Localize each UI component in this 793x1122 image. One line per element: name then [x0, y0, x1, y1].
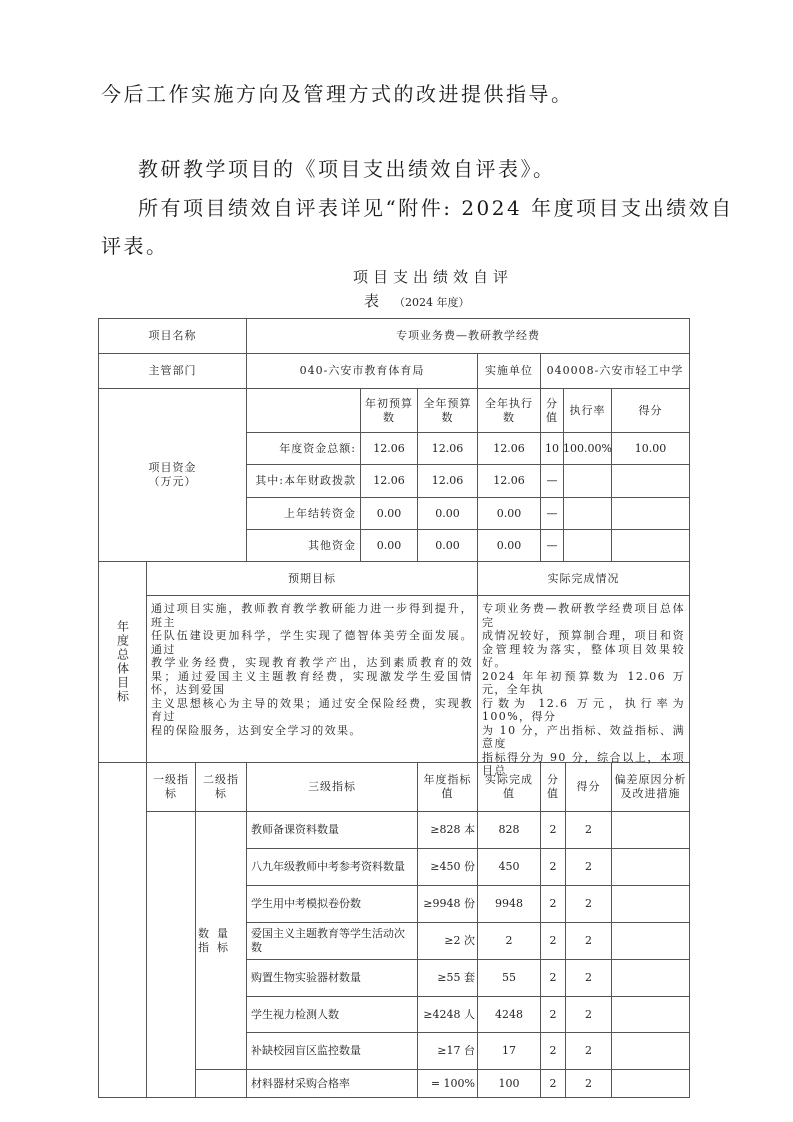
funds-row-3-score [612, 530, 690, 562]
indicator-row-1-actual: 450 [478, 849, 541, 886]
funds-row-2-annual: 0.00 [418, 498, 478, 530]
indicator-row-7-score: 2 [566, 1070, 612, 1098]
funds-header-score: 得分 [612, 389, 690, 433]
indicator-row-2-name: 学生用中考模拟卷份数 [247, 886, 418, 923]
funds-row-0-weight: 10 [541, 433, 564, 465]
funds-row-2-initial: 0.00 [361, 498, 418, 530]
indicator-row-1-weight: 2 [541, 849, 566, 886]
funds-row-0-rate: 100.00% [564, 433, 612, 465]
indicator-row-7-weight: 2 [541, 1070, 566, 1098]
indicator-row-5-target: ≥4248 人 [418, 997, 478, 1033]
indicator-row-0-target: ≥828 本 [418, 812, 478, 849]
actual-result-header: 实际完成情况 [478, 562, 690, 596]
indicator-header-level1: 一级指标 [147, 763, 196, 812]
paragraph-line-2: 教研教学项目的《项目支出绩效自评表》。 [138, 157, 556, 181]
funds-row-3-initial: 0.00 [361, 530, 418, 562]
indicator-outer-blank [99, 763, 147, 1098]
indicator-row-6-note [612, 1033, 690, 1070]
funds-row-2-label: 上年结转资金 [247, 498, 361, 530]
indicator-header-target: 年度指标值 [418, 763, 478, 812]
indicator-row-6-score: 2 [566, 1033, 612, 1070]
indicator-level1-blank [147, 812, 196, 1098]
funds-header-rate: 执行率 [564, 389, 612, 433]
indicator-row-7-name: 材料器材采购合格率 [247, 1070, 418, 1098]
funds-header-initial: 年初预算数 [361, 389, 418, 433]
funds-header-executed: 全年执行数 [478, 389, 541, 433]
indicator-header-weight: 分值 [541, 763, 566, 812]
indicator-row-0-weight: 2 [541, 812, 566, 849]
funds-row-0-label: 年度资金总额: [247, 433, 361, 465]
goals-label: 年度总体目标 [99, 562, 147, 763]
funds-row-0-executed: 12.06 [478, 433, 541, 465]
indicator-row-2-score: 2 [566, 886, 612, 923]
indicator-row-3-name: 爱国主义主题教育等学生活动次数 [247, 923, 418, 960]
project-name-label: 项目名称 [99, 319, 247, 354]
indicator-header-level2: 二级指标 [196, 763, 247, 812]
table-year: （2024 年度） [394, 296, 470, 309]
indicator-row-5-score: 2 [566, 997, 612, 1033]
indicator-row-2-target: ≥9948 份 [418, 886, 478, 923]
funds-row-1-executed: 12.06 [478, 465, 541, 498]
indicator-header-note: 偏差原因分析及改进措施 [612, 763, 690, 812]
funds-row-3-annual: 0.00 [418, 530, 478, 562]
indicator-row-5-weight: 2 [541, 997, 566, 1033]
indicator-row-3-target: ≥2 次 [418, 923, 478, 960]
funds-row-0-initial: 12.06 [361, 433, 418, 465]
indicator-row-5-name: 学生视力检测人数 [247, 997, 418, 1033]
expected-goal-text: 通过项目实施，教师教育教学教研能力进一步得到提升，班主 任队伍建设更加科学，学生实现了德智体美劳全面发展。通过 教学业务经费，实现教育教学产出，达到素质教育的效果；通过爱国主义主题教育经费，实现激发学生爱国情怀，达到爱国 主义思想核心为主导的效果；通过安全保险经费，实现教育过 程的保险服务，达到安全学习的效果。 [147, 596, 478, 763]
indicator-row-2-actual: 9948 [478, 886, 541, 923]
funds-row-3-rate [564, 530, 612, 562]
indicator-row-1-target: ≥450 份 [418, 849, 478, 886]
funds-row-1-score [612, 465, 690, 498]
indicator-row-1-name: 八九年级教师中考参考资料数量 [247, 849, 418, 886]
project-name-value: 专项业务费—教研教学经费 [247, 319, 690, 354]
funds-row-2-executed: 0.00 [478, 498, 541, 530]
funds-label: 项目资金 （万元） [99, 389, 247, 562]
indicator-row-0-name: 教师备课资料数量 [247, 812, 418, 849]
actual-result-text: 专项业务费—教研教学经费项目总体完 成情况较好，预算制合理，项目和资金管理较为落实，整体项目效果较好。 2024 年年初预算数为 12.06 万元，全年执 行数为 12.6 万元，执行率为 100%，得分 为 10 分，产出指标、效益指标、满意度 指标得分为 90 分，综合以上，本项目总 [478, 596, 690, 763]
indicator-row-0-score: 2 [566, 812, 612, 849]
indicator-row-0-note [612, 812, 690, 849]
indicator-header-score: 得分 [566, 763, 612, 812]
indicator-row-4-name: 购置生物实验器材数量 [247, 960, 418, 997]
indicator-row-5-note [612, 997, 690, 1033]
indicator-row-3-note [612, 923, 690, 960]
funds-row-2-weight: — [541, 498, 564, 530]
indicator-row-6-weight: 2 [541, 1033, 566, 1070]
funds-row-1-rate [564, 465, 612, 498]
funds-row-3-weight: — [541, 530, 564, 562]
indicator-row-5-actual: 4248 [478, 997, 541, 1033]
indicator-row-4-score: 2 [566, 960, 612, 997]
expected-goal-header: 预期目标 [147, 562, 478, 596]
funds-row-0-annual: 12.06 [418, 433, 478, 465]
funds-row-1-label: 其中:本年财政拨款 [247, 465, 361, 498]
indicator-row-4-note [612, 960, 690, 997]
funds-row-1-weight: — [541, 465, 564, 498]
indicator-row-2-weight: 2 [541, 886, 566, 923]
funds-row-2-score [612, 498, 690, 530]
funds-row-2-rate [564, 498, 612, 530]
indicator-row-7-target: = 100% [418, 1070, 478, 1098]
paragraph-line-3: 所有项目绩效自评表详见“附件: 2024 年度项目支出绩效自 [138, 196, 734, 220]
indicator-row-2-note [612, 886, 690, 923]
indicator-row-6-actual: 17 [478, 1033, 541, 1070]
paragraph-line-1: 今后工作实施方向及管理方式的改进提供指导。 [101, 82, 574, 106]
paragraph-line-4: 评表。 [101, 234, 169, 258]
indicator-row-7-note [612, 1070, 690, 1098]
indicator-row-1-score: 2 [566, 849, 612, 886]
indicator-group-quality-blank [196, 1070, 247, 1098]
funds-header-blank [247, 389, 361, 433]
funds-row-0-score: 10.00 [612, 433, 690, 465]
impl-label: 实施单位 [478, 354, 541, 389]
funds-row-1-initial: 12.06 [361, 465, 418, 498]
indicator-row-4-weight: 2 [541, 960, 566, 997]
indicator-row-4-actual: 55 [478, 960, 541, 997]
table-title-suffix: 表 [364, 292, 385, 310]
table-title-line-2 [364, 290, 470, 311]
indicator-row-3-weight: 2 [541, 923, 566, 960]
indicator-group-quantity: 数量指标 [196, 812, 247, 1070]
funds-header-weight: 分值 [541, 389, 564, 433]
indicator-row-3-score: 2 [566, 923, 612, 960]
indicator-header-level3: 三级指标 [247, 763, 418, 812]
funds-row-1-annual: 12.06 [418, 465, 478, 498]
funds-row-3-executed: 0.00 [478, 530, 541, 562]
table-title: 项目支出绩效自评 [353, 268, 514, 286]
indicator-row-1-note [612, 849, 690, 886]
dept-label: 主管部门 [99, 354, 247, 389]
funds-header-annual: 全年预算数 [418, 389, 478, 433]
funds-row-3-label: 其他资金 [247, 530, 361, 562]
indicator-row-6-target: ≥17 台 [418, 1033, 478, 1070]
indicator-header-actual: 实际完成值 [478, 763, 541, 812]
indicator-row-4-target: ≥55 套 [418, 960, 478, 997]
impl-value: 040008-六安市轻工中学 [541, 354, 690, 389]
indicator-row-3-actual: 2 [478, 923, 541, 960]
indicator-row-7-actual: 100 [478, 1070, 541, 1098]
indicator-row-6-name: 补缺校园盲区监控数量 [247, 1033, 418, 1070]
performance-table [98, 318, 690, 1098]
indicator-row-0-actual: 828 [478, 812, 541, 849]
dept-value: 040-六安市教育体育局 [247, 354, 478, 389]
